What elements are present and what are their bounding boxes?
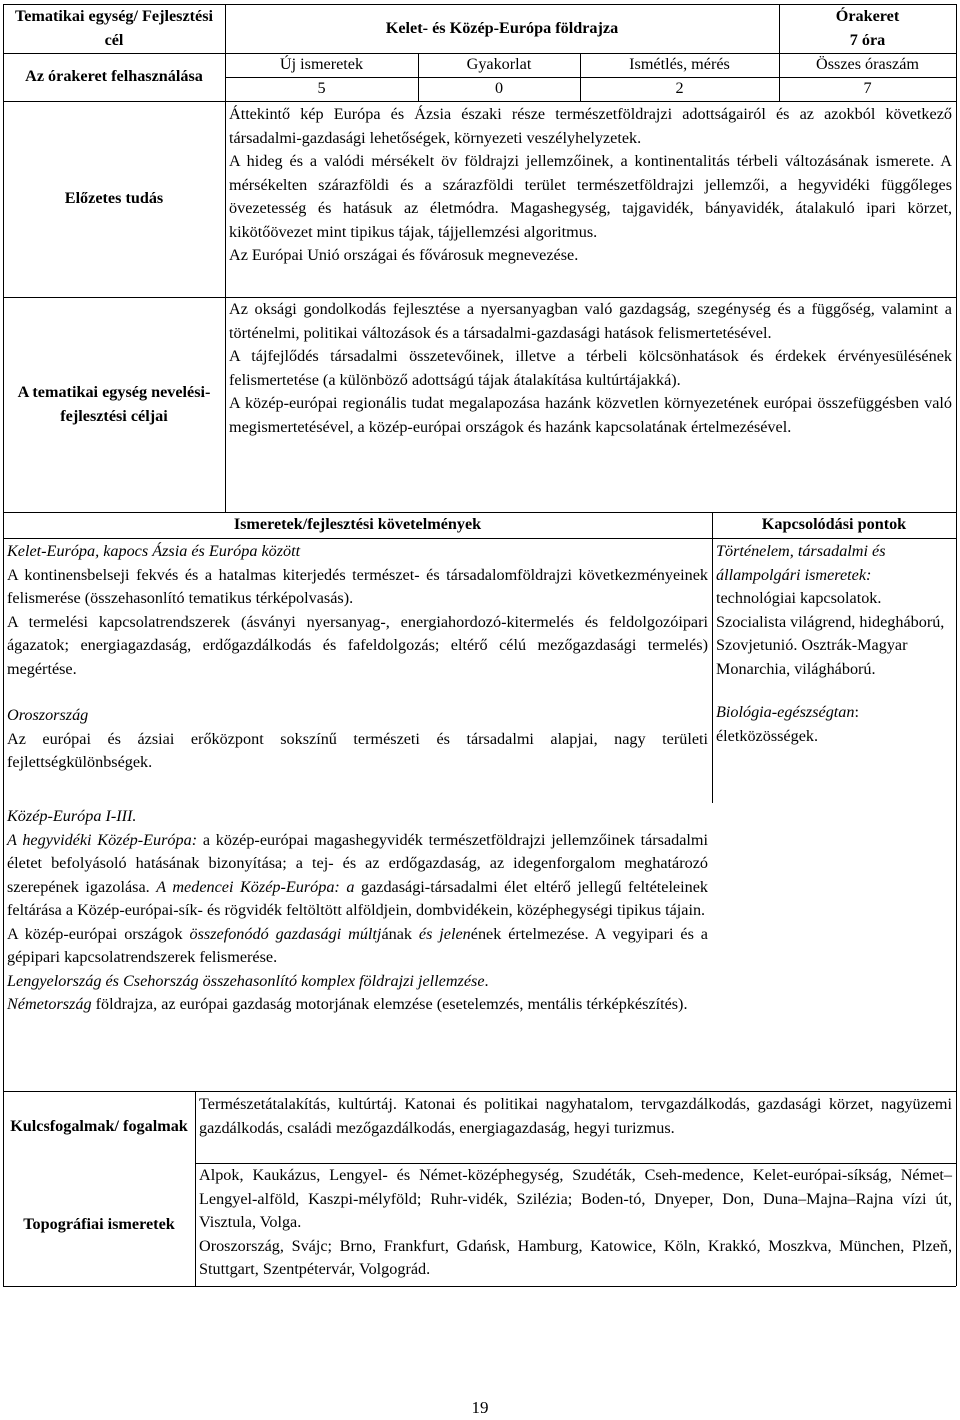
requirements-header-text: Ismeretek/fejlesztési követelmények [233,515,482,534]
tematikai-egyseg-label [3,4,225,53]
plain-text: földrajza, az európai gazdaság motorjának elemzése (esetelemzés, mentális térképkészítés). [91,995,688,1013]
topografia-content [195,1164,956,1282]
links-subject-title: Történelem, társadalmi és állampolgári ismeretek: [716,542,886,584]
prior-paragraph: Áttekintő kép Európa és Ázsia északi része természetföldrajzi adottságairól és az azokból következő társadalmi-gazdasági lehetőségek, környezeti veszélyhelyzetek. [229,105,952,147]
unit-title [225,4,779,53]
hours-col-label: Új ismeretek [279,55,364,74]
celok-label-text: A tematikai egység nevelési-fejlesztési céljai [17,383,211,425]
kulcsfogalmak-label [3,1091,195,1163]
plain-text: ának [381,924,419,943]
elozetes-tudas-content [225,103,956,268]
requirement-paragraph [7,993,708,1017]
prior-paragraph: A hideg és a valódi mérsékelt öv földrajzi jellemzőinek, a kontinentalitás térbeli változásának ismerete. A mérsékelten szárazföldi és a szárazföldi terület természetföldrajzi jellemzői, a hegyvidéki függőleges övezetesség és hatásuk az életmódra. Magashegység, tajgavidék, bányavidék, átalakuló ipari körzet, kikötőövezet mint tipikus tájak, tájjellemzési algoritmus. [229,152,952,241]
kulcsfogalmak-label-text: Kulcsfogalmak/ fogalmak [10,1117,188,1136]
links-header-text: Kapcsolódási pontok [761,515,907,534]
requirement-paragraph [7,923,708,970]
hours-col-label: Ismétlés, mérés [629,55,730,74]
plain-text: gazdasági-társadalmi élet eltérő jellegű feltételeinek feltárása a Közép-európai-sík- és rögvidék feltöltött alföldjein, dombvidékein, középhegységi tipikus tájain. [7,877,708,919]
topografia-label-text: Topográfiai ismeretek [23,1214,175,1233]
hours-value-ismetles [580,77,779,101]
links-subject-text: technológiai kapcsolatok. Szocialista világrend, hidegháború, Szovjetunió. Osztrák-Magyar Monarchia, világháború. [716,589,945,678]
requirement-paragraph: A termelési kapcsolatrendszerek (ásványi nyersanyag-, energiahordozó-kitermelés és feldolgozóipari ágazatok; energiagazdaság, erdőgazdálkodás és fafeldolgozás; eltérő célú mezőgazdasági termelés) megértése. [7,612,708,678]
hours-value: 5 [317,79,326,98]
links-subject-title: Biológia-egészségtan [716,703,855,721]
tematikai-egyseg-label-text: Tematikai egység/ Fejlesztési cél [14,7,214,49]
links-subject-text: : életközösségek. [716,703,859,745]
links-header [712,512,956,538]
table-border-right [956,4,957,1286]
kozep-europa-title: Közép-Európa I-III. [7,807,137,825]
page-number-text: 19 [471,1398,489,1417]
hours-value-gyakorlat [418,77,580,101]
kozep-europa-content [3,805,712,1017]
orakeret-value: 7 óra [849,30,886,49]
plain-text: a közép-európai magashegyvidék természetföldrajzi jellemzőinek társadalmi életet befolyásoló hatásának bizonyítása; a tej- és az erdőgazdaság, az idegenforgalom meghatározó szerepének igazolása. [7,830,709,896]
plain-text: ének értelmezése. A vegyipari és a gépipari kapcsolatrendszerek felismerése. [7,924,708,966]
elozetes-tudas-label-text: Előzetes tudás [64,189,164,208]
elozetes-tudas-label [3,101,225,297]
italic-phrase: Lengyelország és Csehország összehasonlító komplex földrajzi jellemzése [7,971,485,990]
goal-paragraph: A tájfejlődés társadalmi összetevőinek, illetve a térbeli kölcsönhatások és érdekek érvényesülésének felismertetése (a különböző adottságú tájak átalakítása kultúrtájakká). [229,347,952,389]
orakeret-label: Órakeret [835,7,900,25]
requirement-paragraph: A kontinensbelseji fekvés és a hatalmas kiterjedés természet- és társadalomföldrajzi következményeinek felismerése (összehasonlító tematikus térképolvasás). [7,565,708,607]
goal-paragraph: A közép-európai regionális tudat megalapozása hazánk közvetlen környezetének európai összefüggésben való megismertetésével, a közép-európai országok és hazánk kapcsolatának értelmezésével. [229,394,952,436]
table-border [3,538,956,539]
concepts-text: Természetátalakítás, kultúrtáj. Katonai és politikai nagyhatalom, tervgazdálkodás, gazdasági körzet, nagyüzemi gazdálkodás, családi mezőgazdálkodás, energiagazdaság, hegyi turizmus. [199,1095,952,1137]
hours-col-ismetles [580,53,779,77]
links-content [712,540,956,748]
celok-label [3,297,225,512]
hours-value-uj [225,77,418,101]
kelet-europa-title: Kelet-Európa, kapocs Ázsia és Európa között [7,542,301,560]
table-border-bottom [3,1286,956,1287]
topography-paragraph: Oroszország, Svájc; Brno, Frankfurt, Gdańsk, Hamburg, Katowice, Köln, Krakkó, Moszkva, München, Plzeň, Stuttgart, Szentpétervár, Volgográd. [199,1236,952,1278]
kulcsfogalmak-content [195,1093,956,1140]
hours-col-uj [225,53,418,77]
hours-value: 0 [494,79,504,98]
unit-title-text: Kelet- és Közép-Európa földrajza [385,18,619,37]
requirements-header [3,512,712,538]
plain-text: . [484,971,489,990]
requirement-paragraph [7,970,708,994]
hours-value-osszes [779,77,956,101]
italic-phrase: és jelen [418,924,471,943]
requirement-paragraph: Az európai és ázsiai erőközpont sokszínű természeti és társadalmi alapjai, nagy területi fejlettségkülönbségek. [7,729,708,771]
goal-paragraph: Az oksági gondolkodás fejlesztése a nyersanyagban való gazdagság, szegénység és a függőség, valamint a történelmi, politikai változások és a társadalmi-gazdasági hatások felismertetésével. [229,300,952,342]
hours-value: 7 [863,79,872,98]
plain-text: A közép-európai országok [7,924,190,943]
italic-phrase: összefonódó gazdasági múltj [189,924,382,943]
topography-paragraph: Alpok, Kaukázus, Lengyel- és Német-középhegység, Szudéták, Cseh-medence, Kelet-európai-síkság, Német–Lengyel-alföld, Kaszpi-mélyföld; Ruhr-vidék, Szilézia; Boden-tó, Dnyeper, Don, Duna–Majna–Rajna vízi út, Visztula, Volga. [199,1166,952,1231]
italic-phrase: A medencei Közép-Európa: a [156,877,355,896]
celok-content [225,298,956,439]
orakeret-felhasznalasa-text: Az órakeret felhasználása [25,67,203,86]
requirements-content [3,540,712,775]
prior-paragraph: Az Európai Unió országai és fővárosuk megnevezése. [229,246,579,264]
italic-phrase: A hegyvidéki Közép-Európa: [7,830,198,849]
orakeret-header [779,4,956,53]
oroszorszag-title: Oroszország [7,706,89,724]
italic-phrase: Németország [7,995,92,1013]
hours-col-label: Gyakorlat [466,55,532,74]
hours-col-osszes [779,53,956,77]
hours-col-label: Összes óraszám [816,55,919,74]
hours-col-gyakorlat [418,53,580,77]
topografia-label [3,1163,195,1286]
requirement-paragraph [7,829,708,923]
orakeret-felhasznalasa-label [3,53,225,101]
hours-value: 2 [675,79,684,98]
